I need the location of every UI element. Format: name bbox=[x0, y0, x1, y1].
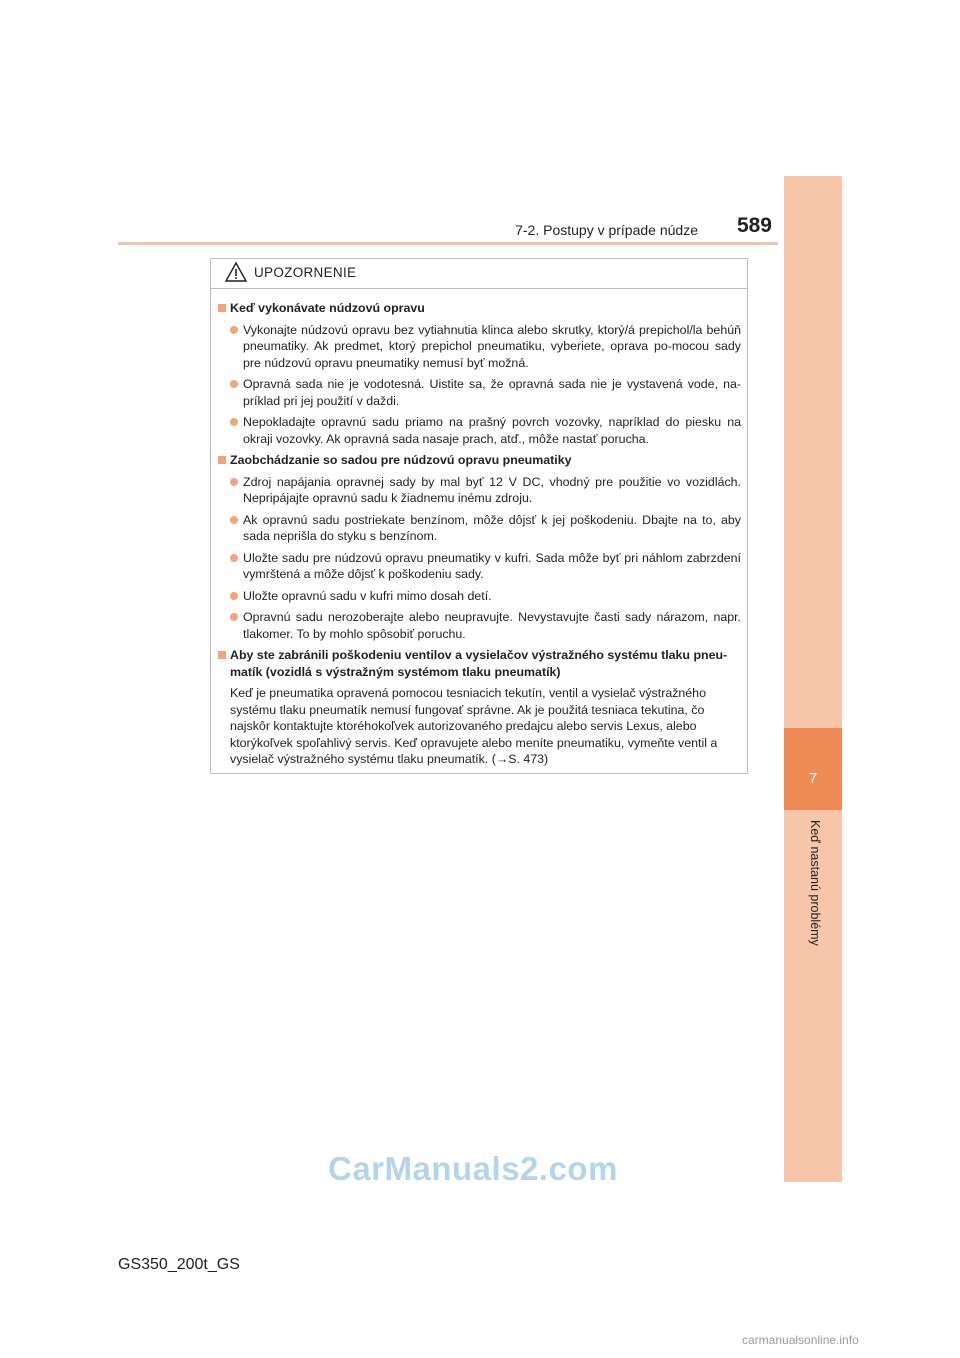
square-bullet-icon bbox=[218, 304, 226, 312]
section-title: 7-2. Postupy v prípade núdze bbox=[515, 222, 698, 238]
list-item-text: Vykonajte núdzovú opravu bez vytiahnutia klinca alebo skrutky, ktorý/á prepichol/la behúň pneumatiky. Ak predmet, ktorý prepichol pneumatiku, vyberiete, oprava po-mocou sady pre núdzovú opravu pneumatiky nemusí byť možná. bbox=[243, 322, 741, 370]
section-heading bbox=[217, 647, 741, 680]
warning-header bbox=[211, 259, 747, 289]
section-heading-text: Keď vykonávate núdzovú opravu bbox=[230, 301, 425, 315]
list-item-text: Uložte sadu pre núdzovú opravu pneumatiky v kufri. Sada môže byť pri náhlom zabrzdení vymrštená a môže dôjsť k poškodeniu sady. bbox=[243, 550, 741, 581]
header-rule bbox=[118, 242, 778, 245]
chapter-label: Keď nastanú problémy bbox=[808, 820, 822, 946]
section-heading bbox=[217, 300, 741, 317]
page-number: 589 bbox=[736, 214, 772, 237]
site-watermark: carmanualsonline.info bbox=[742, 1333, 859, 1347]
warning-triangle-icon bbox=[225, 262, 247, 282]
list-item bbox=[217, 512, 741, 545]
warning-box bbox=[210, 258, 748, 774]
circle-bullet-icon bbox=[230, 326, 238, 334]
list-item bbox=[217, 414, 741, 447]
square-bullet-icon bbox=[218, 456, 226, 464]
list-item-text: Opravná sada nie je vodotesná. Uistite sa, že opravná sada nie je vystavená vode, na-príklad pri jej použití v daždi. bbox=[243, 377, 741, 408]
chapter-side-tab bbox=[784, 176, 842, 1182]
section-paragraph: Keď je pneumatika opravená pomocou tesniacich tekutín, ventil a vysielač výstražného systému tlaku pneumatík nemusí fungovať správne. Ak je použitá tesniaca tekutina, čo najskôr kontaktujte ktoréhokoľvek autorizovaného predajcu alebo servis Lexus, alebo ktorýkoľvek spoľahlivý servis. Keď opravujete alebo meníte pneumatiku, vymeňte ventil a vysielač výstražného systému tlaku pneumatík. (→S. 473) bbox=[230, 686, 718, 766]
list-item bbox=[217, 322, 741, 372]
circle-bullet-icon bbox=[230, 478, 238, 486]
square-bullet-icon bbox=[218, 651, 226, 659]
circle-bullet-icon bbox=[230, 418, 238, 426]
chapter-number: 7 bbox=[808, 770, 818, 787]
chapter-number-block bbox=[784, 728, 842, 810]
list-item bbox=[217, 588, 741, 605]
circle-bullet-icon bbox=[230, 613, 238, 621]
carmanuals-watermark: CarManuals2.com bbox=[328, 1150, 618, 1187]
list-item-text: Nepokladajte opravnú sadu priamo na prašný povrch vozovky, napríklad do piesku na okraji vozovky. Ak opravná sada nasaje prach, atď., môže nastať porucha. bbox=[243, 415, 741, 446]
list-item bbox=[217, 474, 741, 507]
section-heading bbox=[217, 452, 741, 469]
list-item-text: Zdroj napájania opravnej sady by mal byť 12 V DC, vhodný pre použitie vo vozidlách. Nepripájajte opravnú sadu k žiadnemu inému zdroju. bbox=[243, 474, 741, 505]
list-item-text: Opravnú sadu nerozoberajte alebo neupravujte. Nevystavujte časti sady nárazom, napr. tlakomer. To by mohlo spôsobiť poruchu. bbox=[243, 610, 741, 641]
list-item-text: Ak opravnú sadu postriekate benzínom, môže dôjsť k jej poškodeniu. Dbajte na to, aby sada neprišla do styku s benzínom. bbox=[243, 512, 741, 543]
list-item bbox=[217, 550, 741, 583]
circle-bullet-icon bbox=[230, 380, 238, 388]
circle-bullet-icon bbox=[230, 592, 238, 600]
list-item bbox=[217, 376, 741, 409]
section-heading-text: Zaobchádzanie so sadou pre núdzovú opravu pneumatiky bbox=[230, 453, 572, 467]
section-heading-text: Aby ste zabránili poškodeniu ventilov a vysielačov výstražného systému tlaku pneu-matík (vozidlá s výstražným systémom tlaku pneumatík) bbox=[230, 648, 728, 679]
list-item-text: Uložte opravnú sadu v kufri mimo dosah detí. bbox=[243, 588, 492, 603]
list-item bbox=[217, 609, 741, 642]
warning-body bbox=[211, 289, 747, 768]
warning-title: UPOZORNENIE bbox=[254, 265, 357, 280]
document-id: GS350_200t_GS bbox=[118, 1256, 240, 1273]
circle-bullet-icon bbox=[230, 516, 238, 524]
circle-bullet-icon bbox=[230, 554, 238, 562]
